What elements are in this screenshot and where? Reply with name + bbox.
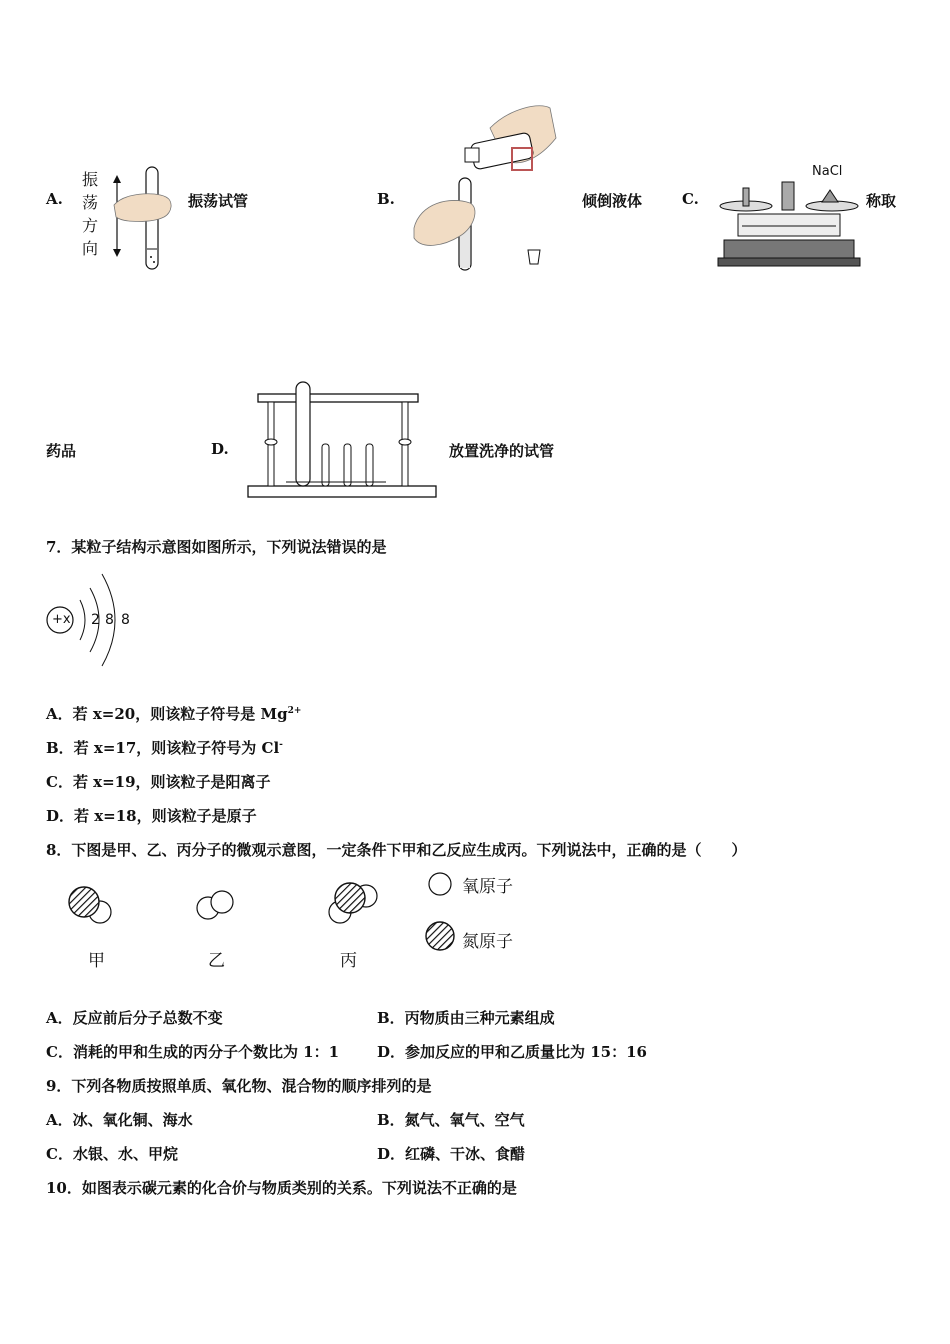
molecule-label-yi: 乙: [208, 951, 225, 971]
q7-option-b: B．若 x=17，则该粒子符号为 Cl-: [46, 739, 283, 757]
molecule-label-jia: 甲: [88, 951, 105, 971]
nitrogen-atom-icon: [424, 920, 458, 954]
test-tube-rack-illustration: [246, 380, 440, 500]
nacl-label: NaCl: [812, 164, 843, 179]
q8-option-a: A．反应前后分子总数不变: [46, 1009, 223, 1027]
q9-option-b: B．氮气、氧气、空气: [377, 1111, 525, 1129]
q6-option-b-caption: 倾倒液体: [582, 192, 643, 210]
q9-stem: 9．下列各物质按照单质、氧化物、混合物的顺序排列的是: [46, 1077, 432, 1095]
shell-electrons-2: 8: [105, 612, 114, 628]
molecule-jia: [64, 880, 120, 930]
molecule-yi: [192, 886, 242, 926]
q7-stem: 7．某粒子结构示意图如图所示，下列说法错误的是: [46, 538, 387, 556]
q8-stem: 8．下图是甲、乙、丙分子的微观示意图，一定条件下甲和乙反应生成丙。下列说法中，正确的是（ ）: [46, 841, 747, 859]
q8-option-b: B．丙物质由三种元素组成: [377, 1009, 555, 1027]
q8-option-d: D．参加反应的甲和乙质量比为 15：16: [377, 1043, 647, 1061]
q9-option-a: A．冰、氧化铜、海水: [46, 1111, 193, 1129]
q6-option-b-letter: B.: [377, 190, 395, 208]
q6-option-a-letter: A.: [46, 190, 63, 208]
q8-option-c: C．消耗的甲和生成的丙分子个数比为 1：1: [46, 1043, 340, 1061]
q6-option-d-letter: D.: [211, 440, 229, 458]
q10-stem: 10．如图表示碳元素的化合价与物质类别的关系。下列说法不正确的是: [46, 1179, 517, 1197]
legend-oxygen: 氧原子: [462, 877, 513, 897]
q6-option-c-caption-cont: 药品: [46, 442, 77, 460]
q6-option-d-caption: 放置洗净的试管: [449, 442, 555, 460]
shell-electrons-3: 8: [121, 612, 130, 628]
q7-option-d: D．若 x=18，则该粒子是原子: [46, 807, 257, 825]
q6-option-a-caption: 振荡试管: [188, 192, 249, 210]
nucleus-charge: +x: [52, 612, 71, 627]
q7-option-a: A．若 x=20，则该粒子符号是 $Mg^{2+}$: [46, 705, 302, 723]
oxygen-atom-icon: [426, 870, 456, 900]
shake-test-tube-illustration: [104, 165, 184, 275]
q6-option-c-caption: 称取: [866, 192, 897, 210]
shell-electrons-1: 2: [91, 612, 100, 628]
molecule-label-bing: 丙: [340, 951, 357, 971]
legend-nitrogen: 氮原子: [462, 932, 513, 952]
balance-scale-illustration: [716, 178, 862, 270]
pour-liquid-illustration: [410, 98, 570, 276]
q7-option-c: C．若 x=19，则该粒子是阳离子: [46, 773, 271, 791]
q6-option-c-letter: C.: [682, 190, 699, 208]
q9-option-d: D．红磷、干冰、食醋: [377, 1145, 526, 1163]
molecule-bing: [322, 876, 382, 928]
q9-option-c: C．水银、水、甲烷: [46, 1145, 178, 1163]
shake-direction-label: 振 荡 方 向: [82, 170, 99, 258]
